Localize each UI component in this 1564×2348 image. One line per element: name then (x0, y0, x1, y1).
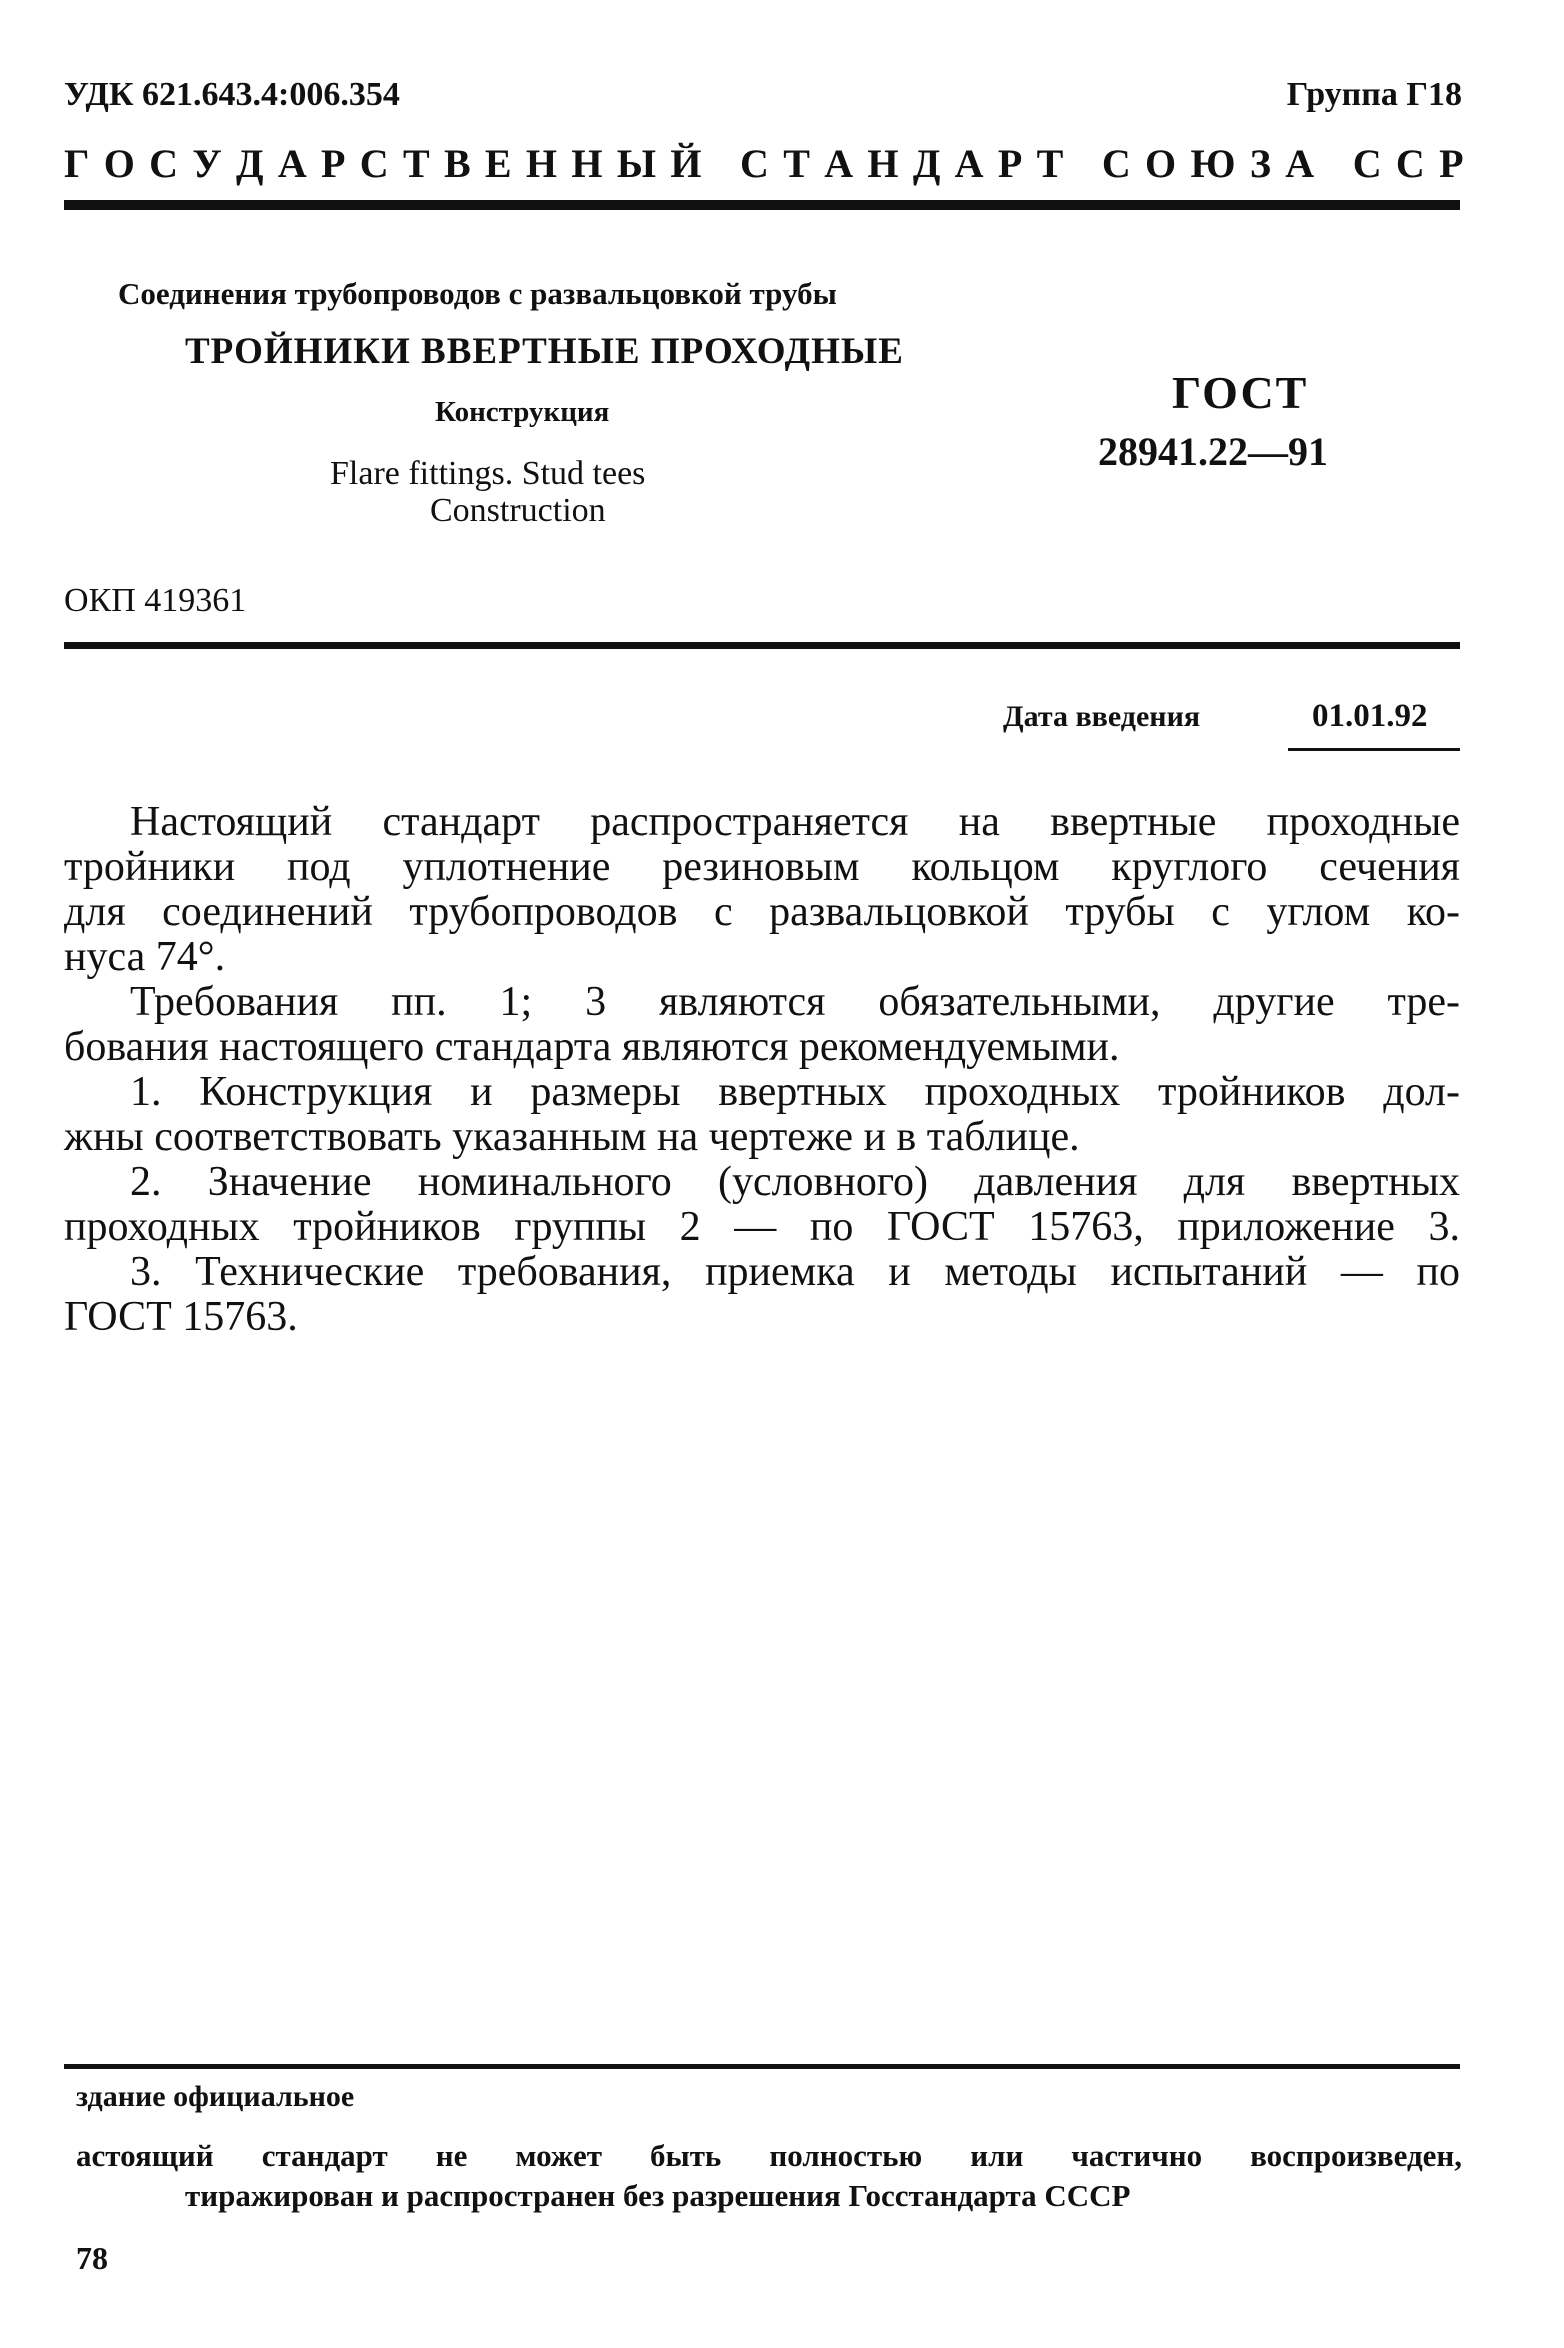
group-code: Группа Г18 (1286, 76, 1462, 113)
copyright-notice-line2: тиражирован и распространен без разрешения Госстандарта СССР (185, 2178, 1131, 2213)
heading-letter: Д (236, 141, 264, 186)
english-title-line2: Construction (430, 492, 606, 529)
heading-letter: В (443, 141, 471, 186)
body-line: жны соответствовать указанным на чертеже и в таблице. (64, 1114, 1080, 1160)
body-line: Требования пп. 1; 3 являются обязательными, другие тре- (130, 979, 1460, 1025)
heading-letter: С (1101, 141, 1131, 186)
heading-letter: А (1285, 141, 1315, 186)
heading-letter: С (359, 141, 389, 186)
udk-code: УДК 621.643.4:006.354 (64, 76, 400, 113)
document-title: ТРОЙНИКИ ВВЕРТНЫЕ ПРОХОДНЫЕ (185, 331, 904, 372)
heading-letter: А (954, 141, 984, 186)
body-text (64, 800, 1460, 1340)
heading-letter: А (824, 141, 854, 186)
heading-letter: З (1249, 141, 1271, 186)
heading-letter: Р (321, 141, 346, 186)
heading-letter: С (1352, 141, 1382, 186)
introduction-date-value: 01.01.92 (1312, 698, 1428, 734)
edition-label: здание официальное (76, 2080, 355, 2113)
heading-letter: У (192, 141, 222, 186)
heading-letter (1328, 140, 1338, 187)
construction-label: Конструкция (435, 396, 610, 428)
heading-letter: Р (997, 141, 1023, 186)
body-line: для соединений трубопроводов с развальцовкой трубы с углом ко- (64, 889, 1460, 935)
heading-letter: О (1145, 141, 1177, 186)
gost-label: ГОСТ (1172, 367, 1309, 418)
heading-letter (716, 140, 726, 187)
body-line: 2. Значение номинального (условного) давления для ввертных (130, 1159, 1460, 1205)
body-line: Настоящий стандарт распространяется на ввертные проходные (130, 799, 1460, 845)
heading-letter: С (740, 141, 769, 186)
heading-letter: С (1395, 141, 1425, 186)
heading-letter: Г (64, 141, 90, 186)
state-standard-heading (64, 140, 1464, 187)
heading-letter: Е (484, 141, 512, 186)
heading-letter: Н (525, 141, 558, 186)
heading-letter: А (277, 141, 307, 186)
heading-letter (1078, 140, 1088, 187)
copyright-notice-line1: астоящий стандарт не может быть полностью или частично воспроизведен, (76, 2138, 1462, 2173)
header-rule (64, 200, 1460, 210)
body-line: 1. Конструкция и размеры ввертных проходных тройников дол- (130, 1069, 1460, 1115)
heading-letter: Р (1439, 141, 1464, 186)
body-line: тройники под уплотнение резиновым кольцом круглого сечения (64, 844, 1460, 890)
page-number: 78 (76, 2240, 108, 2276)
heading-letter: Й (670, 141, 702, 186)
footer-rule (64, 2064, 1460, 2069)
heading-letter: Т (1036, 141, 1064, 186)
body-line: бования настоящего стандарта являются рекомендуемыми. (64, 1024, 1120, 1070)
title-rule (64, 642, 1460, 649)
heading-letter: О (103, 141, 135, 186)
heading-letter: Н (867, 141, 899, 186)
heading-letter: Ы (616, 141, 657, 186)
heading-letter: Т (402, 141, 430, 186)
heading-letter: Н (571, 141, 603, 186)
heading-letter: Ю (1190, 141, 1236, 186)
english-title-line1: Flare fittings. Stud tees (330, 455, 646, 492)
subject-line: Соединения трубопроводов с развальцовкой трубы (118, 276, 837, 311)
body-line: проходных тройников группы 2 — по ГОСТ 15763, приложение 3. (64, 1204, 1460, 1250)
heading-letter: Т (783, 141, 810, 186)
gost-number: 28941.22—91 (1098, 429, 1328, 474)
body-line: ГОСТ 15763. (64, 1294, 298, 1340)
introduction-date-label: Дата введения (1003, 700, 1201, 733)
date-underline (1288, 748, 1460, 751)
heading-letter: Д (912, 141, 941, 186)
okp-code: ОКП 419361 (64, 582, 247, 619)
heading-letter: С (149, 141, 179, 186)
body-line: 3. Технические требования, приемка и методы испытаний — по (130, 1249, 1460, 1295)
body-line: нуса 74°. (64, 934, 226, 980)
